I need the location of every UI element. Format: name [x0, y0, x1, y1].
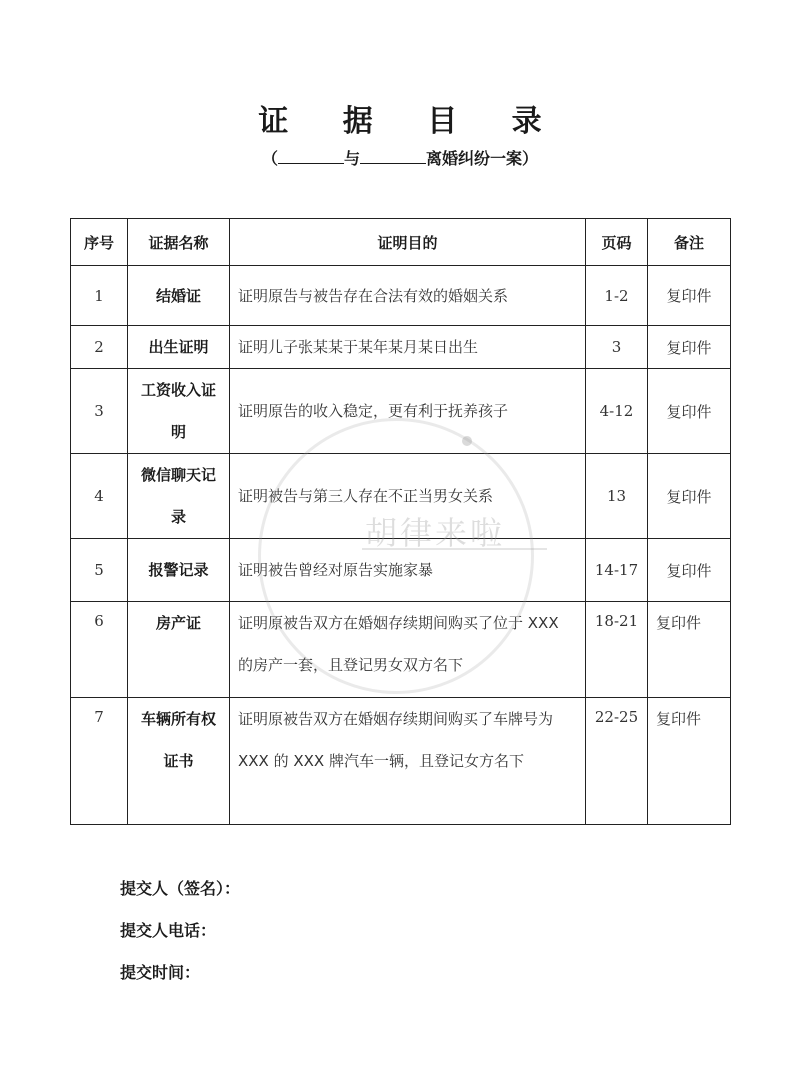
- defendant-blank[interactable]: [360, 149, 426, 164]
- row-purpose: 证明被告与第三人存在不正当男女关系: [230, 454, 586, 539]
- header-pages: 页码: [586, 219, 648, 266]
- header-note: 备注: [648, 219, 731, 266]
- table-row: [71, 698, 731, 825]
- plaintiff-blank[interactable]: [278, 149, 344, 164]
- row-pages: 14-17: [586, 539, 648, 602]
- row-no: 2: [71, 326, 128, 369]
- row-note: 复印件: [648, 602, 731, 698]
- row-name: 微信聊天记录: [128, 454, 230, 539]
- row-name: 房产证: [128, 602, 230, 698]
- row-no: 3: [71, 369, 128, 454]
- subtitle-suffix: 离婚纠纷一案）: [426, 149, 539, 168]
- row-purpose: 证明儿子张某某于某年某月某日出生: [230, 326, 586, 369]
- row-purpose: 证明原被告双方在婚姻存续期间购买了位于 XXX 的房产一套，且登记男女双方名下: [230, 602, 586, 698]
- row-note: 复印件: [648, 698, 731, 825]
- row-pages: 1-2: [586, 266, 648, 326]
- row-note: 复印件: [648, 539, 731, 602]
- table-header-row: [71, 219, 731, 266]
- watermark-logo-text: 胡律来啦: [365, 514, 506, 552]
- row-note: 复印件: [648, 369, 731, 454]
- row-no: 1: [71, 266, 128, 326]
- row-name: 报警记录: [128, 539, 230, 602]
- submitter-phone-label: 提交人电话：: [120, 921, 217, 940]
- row-no: 6: [71, 602, 128, 698]
- row-purpose: 证明被告曾经对原告实施家暴: [230, 539, 586, 602]
- case-subtitle: [0, 146, 800, 169]
- watermark-dot: [462, 436, 472, 446]
- row-pages: 13: [586, 454, 648, 539]
- subtitle-mid: 与: [343, 149, 360, 168]
- row-name: 车辆所有权证书: [128, 698, 230, 825]
- row-note: 复印件: [648, 454, 731, 539]
- row-name: 工资收入证明: [128, 369, 230, 454]
- row-purpose: 证明原告的收入稳定，更有利于抚养孩子: [230, 369, 586, 454]
- row-pages: 22-25: [586, 698, 648, 825]
- row-purpose: 证明原被告双方在婚姻存续期间购买了车牌号为 XXX 的 XXX 牌汽车一辆，且登记女方名下: [230, 698, 586, 825]
- header-purpose: 证明目的: [230, 219, 586, 266]
- row-note: 复印件: [648, 326, 731, 369]
- row-name: 出生证明: [128, 326, 230, 369]
- document-title: 证 据 目 录: [258, 104, 564, 139]
- row-purpose: 证明原告与被告存在合法有效的婚姻关系: [230, 266, 586, 326]
- submission-time-label: 提交时间：: [120, 963, 201, 982]
- header-no: 序号: [71, 219, 128, 266]
- row-no: 4: [71, 454, 128, 539]
- table-row: [71, 326, 731, 369]
- row-pages: 3: [586, 326, 648, 369]
- watermark-underline: [362, 548, 547, 550]
- submitter-signature-label: 提交人（签名）：: [120, 879, 241, 898]
- row-pages: 18-21: [586, 602, 648, 698]
- table-row: [71, 602, 731, 698]
- row-name: 结婚证: [128, 266, 230, 326]
- row-no: 7: [71, 698, 128, 825]
- row-no: 5: [71, 539, 128, 602]
- header-name: 证据名称: [128, 219, 230, 266]
- table-row: [71, 369, 731, 454]
- subtitle-open: （: [261, 149, 278, 168]
- table-row: [71, 266, 731, 326]
- row-pages: 4-12: [586, 369, 648, 454]
- row-note: 复印件: [648, 266, 731, 326]
